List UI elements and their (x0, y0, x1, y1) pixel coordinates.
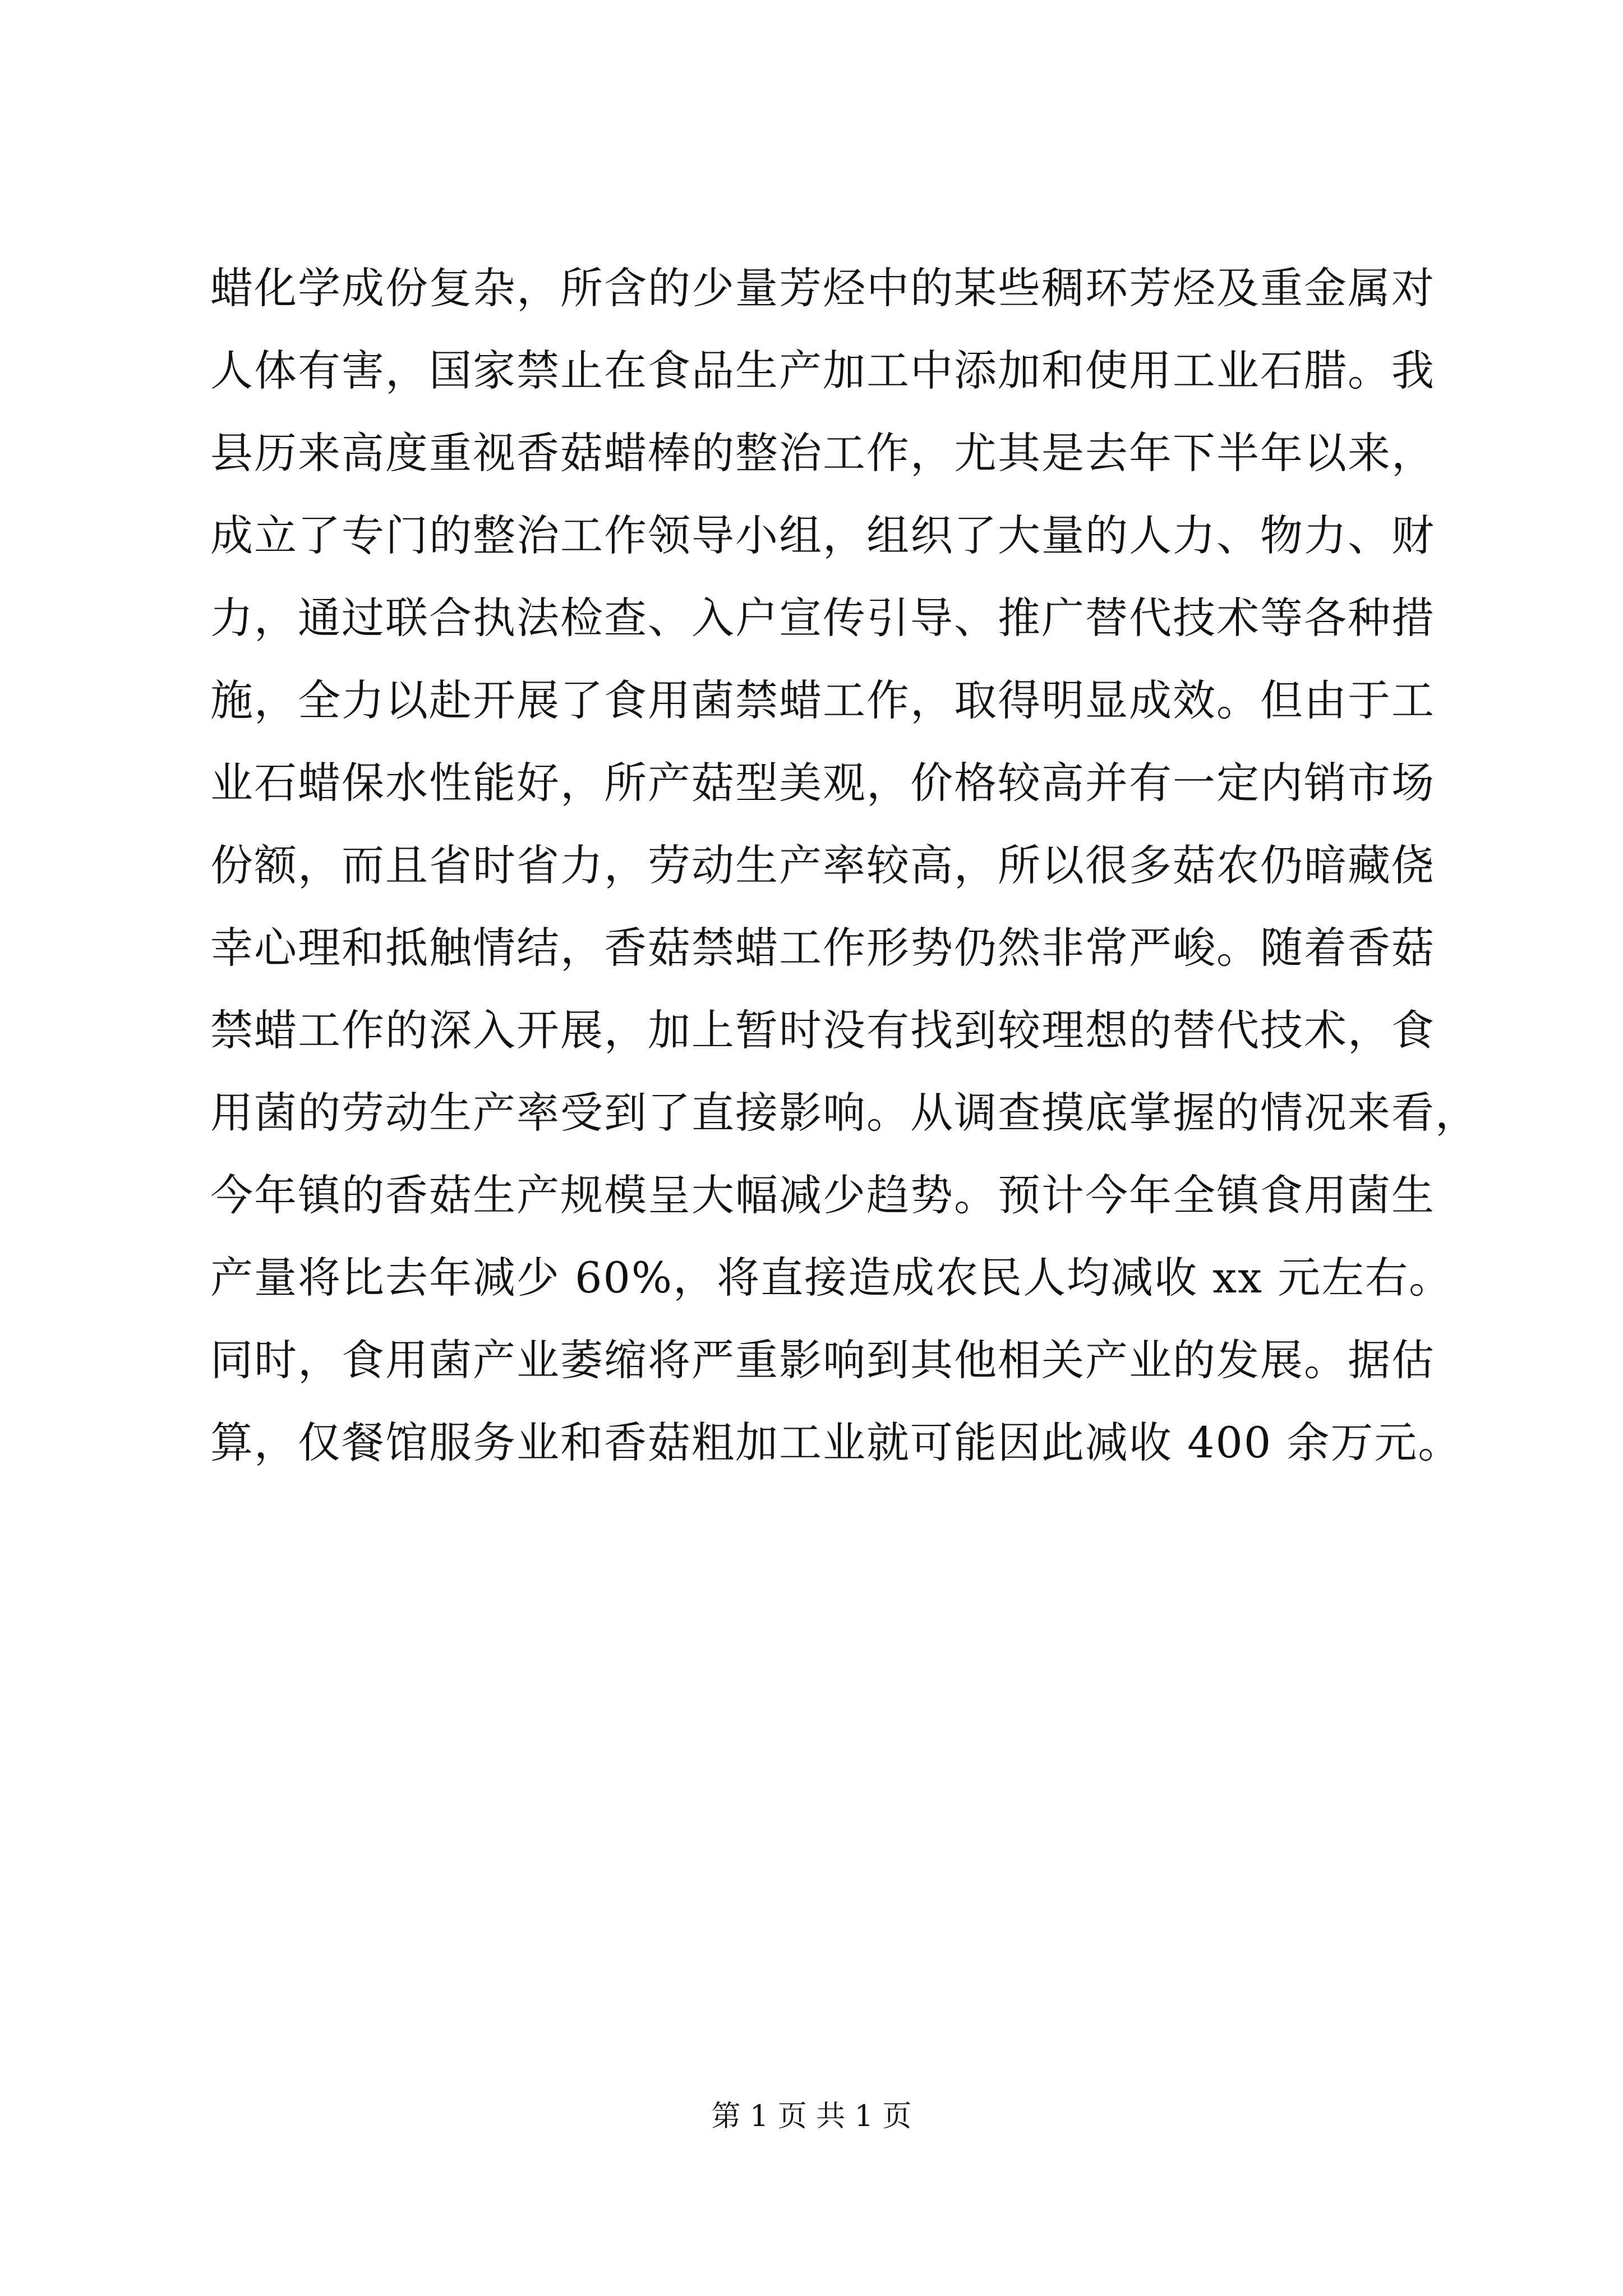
text-line: 成立了专门的整治工作领导小组，组织了大量的人力、物力、财 (210, 510, 1435, 560)
text-line: 用菌的劳动生产率受到了直接影响。从调查摸底掌握的情况来看， (210, 1088, 1479, 1138)
text-line: 今年镇的香菇生产规模呈大幅减少趋势。预计今年全镇食用菌生 (210, 1170, 1435, 1220)
page-number-footer: 第 1 页 共 1 页 (711, 2100, 912, 2133)
text-line: 蜡化学成份复杂，所含的少量芳烃中的某些稠环芳烃及重金属对 (210, 263, 1435, 313)
text-line: 业石蜡保水性能好，所产菇型美观，价格较高并有一定内销市场 (210, 758, 1435, 808)
text-line: 力，通过联合执法检查、入户宣传引导、推广替代技术等各种措 (210, 593, 1435, 643)
text-line: 县历来高度重视香菇蜡棒的整治工作，尤其是去年下半年以来， (210, 428, 1435, 478)
text-line: 人体有害，国家禁止在食品生产加工中添加和使用工业石腊。我 (210, 346, 1435, 395)
text-line: 产量将比去年减少 60%，将直接造成农民人均减收 xx 元左右。 (210, 1253, 1453, 1303)
text-line: 幸心理和抵触情结，香菇禁蜡工作形势仍然非常严峻。随着香菇 (210, 923, 1435, 973)
text-line: 施，全力以赴开展了食用菌禁蜡工作，取得明显成效。但由于工 (210, 675, 1435, 725)
text-line: 份额，而且省时省力，劳动生产率较高，所以很多菇农仍暗藏侥 (210, 840, 1435, 890)
text-line: 算，仅餐馆服务业和香菇粗加工业就可能因此减收 400 余万元。 (210, 1418, 1462, 1467)
body-paragraph (210, 247, 1479, 1484)
text-line: 禁蜡工作的深入开展，加上暂时没有找到较理想的替代技术，食 (210, 1005, 1435, 1055)
text-line: 同时，食用菌产业萎缩将严重影响到其他相关产业的发展。据估 (210, 1335, 1435, 1385)
